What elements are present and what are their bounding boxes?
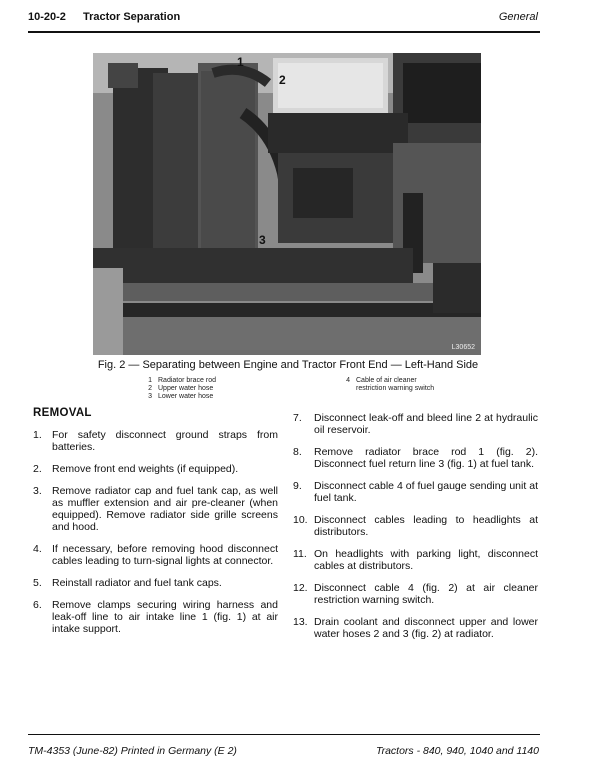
- step-item: 8. Remove radiator brace rod 1 (fig. 2). Disconnect fuel return line 3 (fig. 1) at fuel tank.: [293, 446, 538, 470]
- figure-legend-left: [142, 377, 216, 401]
- legend-item: 4 Cable of air cleaner restriction warning switch: [346, 377, 435, 392]
- figure-caption: Fig. 2 — Separating between Engine and Tractor Front End — Left-Hand Side: [97, 359, 479, 371]
- step-item: 9. Disconnect cable 4 of fuel gauge sending unit at fuel tank.: [293, 480, 538, 504]
- section-number: 10-20-2: [28, 11, 66, 23]
- step-item: 2. Remove front end weights (if equipped).: [33, 463, 239, 475]
- photo-code: L30652: [451, 344, 475, 351]
- step-item: 3. Remove radiator cap and fuel tank cap, as well as muffler extension and air pre-cleaner (when equipped). Remove radiator side grille screens and hood.: [33, 485, 278, 533]
- footer-rule: [28, 734, 540, 735]
- step-item: 1. For safety disconnect ground straps from batteries.: [33, 429, 278, 453]
- removal-column-left: [33, 407, 278, 645]
- callout-2: 2: [279, 73, 286, 87]
- step-item: 4. If necessary, before removing hood disconnect cables leading to turn-signal lights at connector.: [33, 543, 278, 567]
- header-rule: [28, 31, 540, 33]
- engine-photo: [93, 53, 481, 355]
- section-title: Tractor Separation: [82, 11, 181, 23]
- removal-column-right: [293, 412, 538, 650]
- step-item: 5. Reinstall radiator and fuel tank caps.: [33, 577, 222, 589]
- step-item: 6. Remove clamps securing wiring harness and leak-off line to air intake line 1 (fig. 1) at air intake support.: [33, 599, 278, 635]
- step-item: 11. On headlights with parking light, disconnect cables at distributors.: [293, 548, 538, 572]
- figure-legend-right: [340, 377, 446, 393]
- step-item: 12. Disconnect cable 4 (fig. 2) at air cleaner restriction warning switch.: [293, 582, 538, 606]
- callout-3: 3: [259, 233, 266, 247]
- step-item: 10. Disconnect cables leading to headlights at distributors.: [293, 514, 538, 538]
- category-label: General: [498, 11, 538, 23]
- legend-item: 3 Lower water hose: [148, 393, 214, 400]
- step-item: 7. Disconnect leak-off and bleed line 2 at hydraulic oil reservoir.: [293, 412, 538, 436]
- legend-item: 1 Radiator brace rod: [148, 377, 216, 384]
- footer-models: Tractors - 840, 940, 1040 and 1140: [375, 745, 539, 757]
- footer-publication: TM-4353 (June-82) Printed in Germany (E 2): [28, 745, 237, 757]
- removal-heading: REMOVAL: [33, 407, 92, 419]
- legend-item: 2 Upper water hose: [148, 385, 214, 392]
- callout-1: 1: [237, 55, 244, 69]
- engine-photo-illustration: [93, 53, 481, 355]
- page-header: [28, 11, 538, 27]
- step-item: 13. Drain coolant and disconnect upper and lower water hoses 2 and 3 (fig. 2) at radiator.: [293, 616, 538, 640]
